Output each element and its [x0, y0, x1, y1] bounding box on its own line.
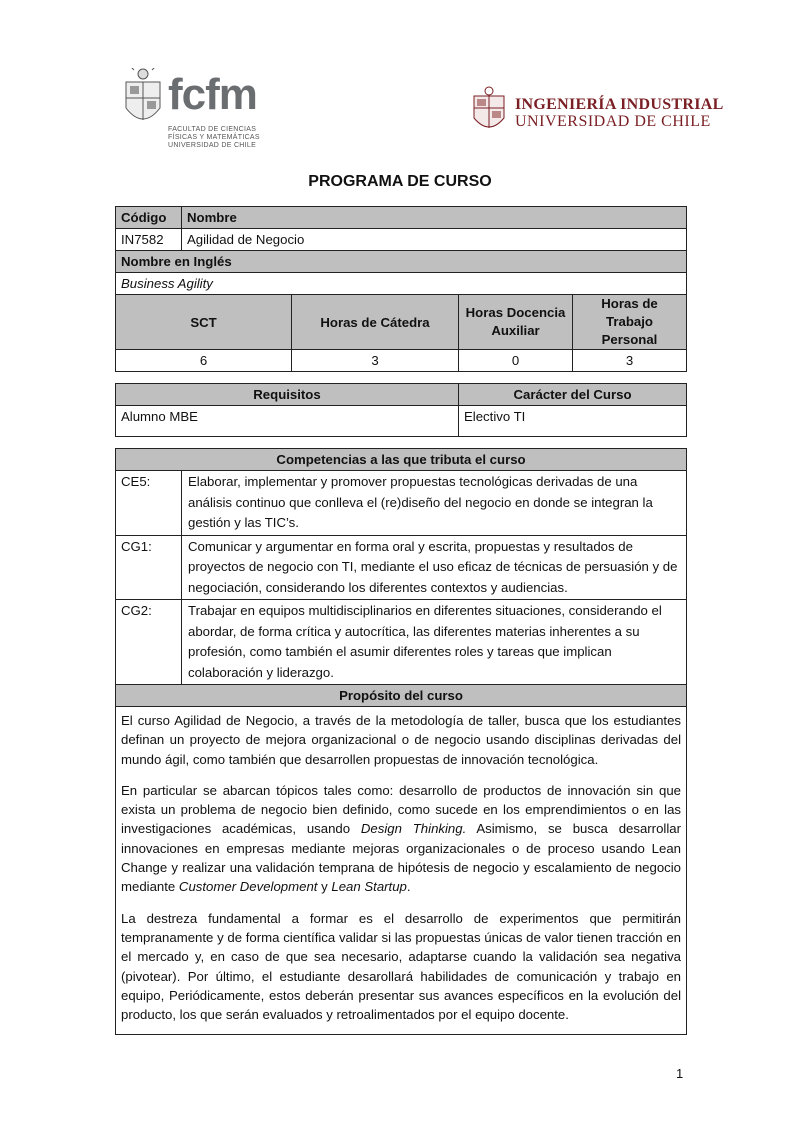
- table-row: [116, 449, 687, 471]
- competency-text: Elaborar, implementar y promover propuestas tecnológicas derivadas de una análisis continuo que conlleva el (re)diseño del negocio en donde se integran la gestión y las TIC’s.: [182, 471, 687, 536]
- hours-header-auxiliar: Horas Docencia Auxiliar: [459, 295, 573, 350]
- table-row: [116, 384, 687, 406]
- emphasis-design-thinking: Design Thinking.: [360, 821, 467, 837]
- emphasis-customer-development: Customer Development: [178, 879, 318, 895]
- character-header: Carácter del Curso: [459, 384, 687, 406]
- table-row: [116, 251, 687, 273]
- competency-code: CG1:: [116, 535, 182, 600]
- hours-value-sct: 6: [116, 350, 292, 372]
- english-name: Business Agility: [116, 273, 687, 295]
- ii-logo-line1: INGENIERÍA INDUSTRIAL: [515, 96, 724, 113]
- course-code: IN7582: [116, 229, 182, 251]
- english-name-header: Nombre en Inglés: [116, 251, 687, 273]
- hours-header-sct: SCT: [116, 295, 292, 350]
- table-row: [116, 406, 687, 437]
- text-span: y: [317, 879, 332, 895]
- competency-row: [116, 535, 687, 600]
- fcfm-subtitle-line: UNIVERSIDAD DE CHILE: [168, 142, 257, 149]
- code-header: Código: [116, 207, 182, 229]
- hours-value-auxiliar: 0: [459, 350, 573, 372]
- purpose-header: Propósito del curso: [116, 685, 687, 707]
- name-header: Nombre: [182, 207, 687, 229]
- table-row: [116, 207, 687, 229]
- industrial-shield-icon: [470, 86, 510, 132]
- purpose-paragraph: El curso Agilidad de Negocio, a través de la metodología de taller, busca que los estudiantes definan un proyecto de mejora organizacional o de negocio usando disciplinas derivadas del mundo ágil, como también que desarrollen propuestas de innovación tecnológica.: [121, 713, 682, 767]
- fcfm-logo: [120, 68, 280, 158]
- hours-header-personal: Horas de Trabajo Personal: [573, 295, 687, 350]
- hours-value-catedra: 3: [292, 350, 459, 372]
- character-value: Electivo TI: [459, 406, 687, 437]
- hours-value-personal: 3: [573, 350, 687, 372]
- text-span: En particular se abarcan tópicos tales como: desarrollo de productos de innovación sin que exista un problema de negocio bien definido, como sucede en los emprendimientos o en las investigaciones académicas, usando: [121, 782, 682, 837]
- fcfm-subtitle-line: FACULTAD DE CIENCIAS: [168, 126, 257, 133]
- hours-header-catedra: Horas de Cátedra: [292, 295, 459, 350]
- ingenieria-industrial-logo: [470, 86, 724, 132]
- purpose-paragraph: [121, 781, 681, 897]
- competency-text: Trabajar en equipos multidisciplinarios en diferentes situaciones, considerando el abordar, de forma crítica y autocrítica, las diferentes materias inherentes a su profesión, como también el asumir diferentes roles y tareas que implican colaboración y liderazgo.: [182, 600, 687, 685]
- table-row: [116, 350, 687, 372]
- table-row-spacer: [116, 437, 687, 449]
- competency-code: CG2:: [116, 600, 182, 685]
- purpose-paragraph: La destreza fundamental a formar es el desarrollo de experimentos que permitirán tempranamente y de forma científica validar si las propuestas únicas de valor tienen tracción en el mercado y, en caso de que sea necesario, adaptarse cuando la validación sea negativa (pivotear). Por último, el estudiante desarollará habilidades de comunicación y trabajo en equipo, Periódicamente, estos deberán presentar sus avances específicos en la evolución del producto, los que serán evaluados y retroalimentados por el equipo docente.: [121, 910, 682, 1023]
- table-row: [116, 229, 687, 251]
- spacer: [116, 372, 687, 384]
- requirements-value: Alumno MBE: [116, 406, 459, 437]
- fcfm-subtitle: [168, 126, 260, 150]
- table-row-spacer: [116, 372, 687, 384]
- ii-logo-line2: UNIVERSIDAD DE CHILE: [515, 113, 711, 130]
- requirements-header: Requisitos: [116, 384, 459, 406]
- competency-row: [116, 471, 687, 536]
- competency-code: CE5:: [116, 471, 182, 536]
- text-span: Asimismo, se busca desarrollar innovaciones en empresas mediante mejoras organizacionales o de proceso usando Lean Change y realizar una validación temprana de hipótesis de negocio y escalamiento de negocio mediante: [121, 821, 682, 895]
- table-row: [116, 707, 687, 1035]
- course-program-table: [115, 206, 687, 1035]
- text-span: .: [406, 879, 411, 895]
- spacer: [116, 437, 687, 449]
- fcfm-wordmark: fcfm: [168, 70, 257, 119]
- page-number: 1: [676, 1066, 684, 1081]
- table-row: [116, 685, 687, 707]
- table-row: [116, 295, 687, 350]
- competency-row: [116, 600, 687, 685]
- competencies-header: Competencias a las que tributa el curso: [116, 449, 687, 471]
- page-title: PROGRAMA DE CURSO: [308, 173, 492, 190]
- emphasis-lean-startup: Lean Startup: [331, 879, 407, 895]
- fcfm-subtitle-line: FÍSICAS Y MATEMÁTICAS: [168, 134, 260, 141]
- competency-text: Comunicar y argumentar en forma oral y escrita, propuestas y resultados de proyectos de negocio con TI, mediante el uso eficaz de técnicas de persuasión y de negociación, considerando los diferentes contextos y audiencias.: [182, 535, 687, 600]
- course-name: Agilidad de Negocio: [182, 229, 687, 251]
- table-row: [116, 273, 687, 295]
- purpose-body: [116, 707, 687, 1035]
